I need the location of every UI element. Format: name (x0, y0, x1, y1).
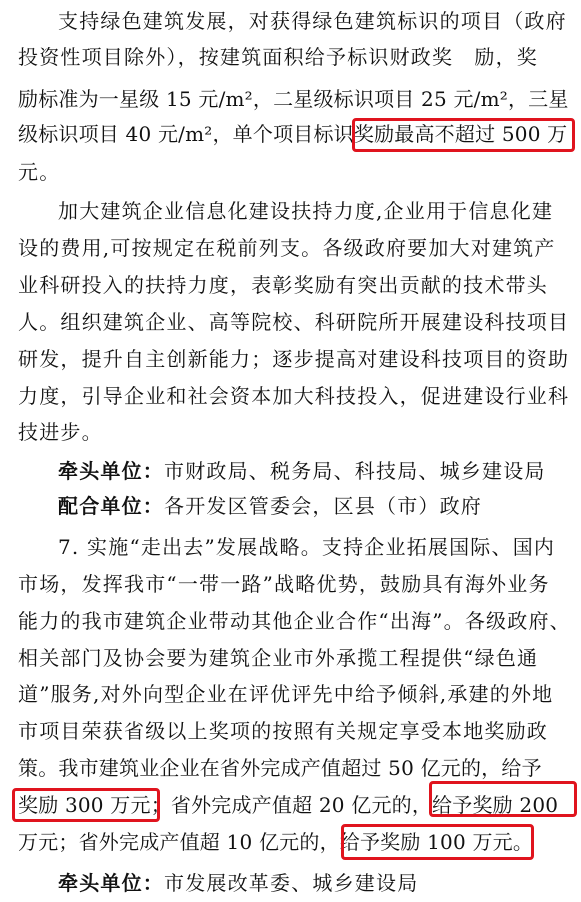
paragraph-2-line-5: 研发，提升自主创新能力；逐步提高对建设科技项目的资助 (18, 347, 570, 371)
highlight-box-max-500 (352, 118, 575, 152)
paragraph-3-line-3: 能力的我市建筑企业带动其他企业合作“出海”。各级政府、 (18, 609, 571, 633)
lead-units-text: 市财政局、税务局、科技局、城乡建设局 (164, 459, 546, 483)
coop-units-label: 配合单位： (58, 494, 164, 518)
coop-units-text: 各开发区管委会，区县（市）政府 (164, 494, 482, 518)
highlight-box-100 (341, 824, 534, 860)
paragraph-3-line-6: 市项目荣获省级以上奖项的按照有关规定享受本地奖励政 (18, 719, 548, 743)
lead-units-1 (58, 459, 546, 483)
lead-units-2-text: 市发展改革委、城乡建设局 (164, 871, 419, 895)
paragraph-2-line-4: 人。组织建筑企业、高等院校、科研院所开展建设科技项目 (18, 310, 570, 334)
paragraph-1-line-5: 元。 (18, 160, 61, 184)
paragraph-2-line-3: 业科研投入的扶持力度，表彰奖励有突出贡献的技术带头 (18, 273, 548, 297)
highlight-box-300 (12, 788, 160, 822)
lead-units-2 (58, 871, 418, 895)
paragraph-2-line-1: 加大建筑企业信息化建设扶持力度,企业用于信息化建 (58, 199, 554, 223)
paragraph-3-line-1: 7. 实施“走出去”发展战略。支持企业拓展国际、国内 (58, 535, 556, 559)
paragraph-3-line-7: 策。我市建筑业企业在省外完成产值超过 50 亿元的，给予 (18, 756, 542, 780)
paragraph-3-line-5: 道”服务,对外向型企业在评优评先中给予倾斜,承建的外地 (18, 682, 554, 706)
paragraph-2-line-7: 技进步。 (18, 420, 103, 444)
paragraph-1-line-2: 投资性项目除外），按建筑面积给予标识财政奖 励，奖 (18, 45, 538, 69)
paragraph-1-line-3: 励标准为一星级 15 元/m²，二星级标识项目 25 元/m²，三星 (18, 87, 569, 111)
lead-units-2-label: 牵头单位： (58, 871, 164, 895)
paragraph-2-line-6: 力度，引导企业和社会资本加大科技投入，促进建设行业科 (18, 384, 570, 408)
coop-units-1 (58, 494, 482, 518)
paragraph-1-line-1: 支持绿色建筑发展，对获得绿色建筑标识的项目（政府 (58, 9, 567, 33)
paragraph-3-line-9: 万元；省外完成产值超 10 亿元的，给予奖励 100 万元。 (18, 830, 534, 854)
paragraph-3-line-4: 相关部门及协会要为建筑企业市外承揽工程提供“绿色通 (18, 646, 539, 670)
lead-units-label: 牵头单位： (58, 459, 164, 483)
paragraph-2-line-2: 设的费用,可按规定在税前列支。各级政府要加大对建筑产 (18, 236, 556, 260)
paragraph-3-line-2: 市场，发挥我市“一带一路”战略优势，鼓励具有海外业务 (18, 572, 550, 596)
highlight-box-200 (429, 781, 577, 817)
paragraph-1-line-4: 级标识项目 40 元/m²，单个项目标识奖励最高不超过 500 万 (18, 122, 568, 146)
paragraph-3-line-8: 奖励 300 万元；省外完成产值超 20 亿元的，给予奖励 200 (18, 793, 559, 817)
